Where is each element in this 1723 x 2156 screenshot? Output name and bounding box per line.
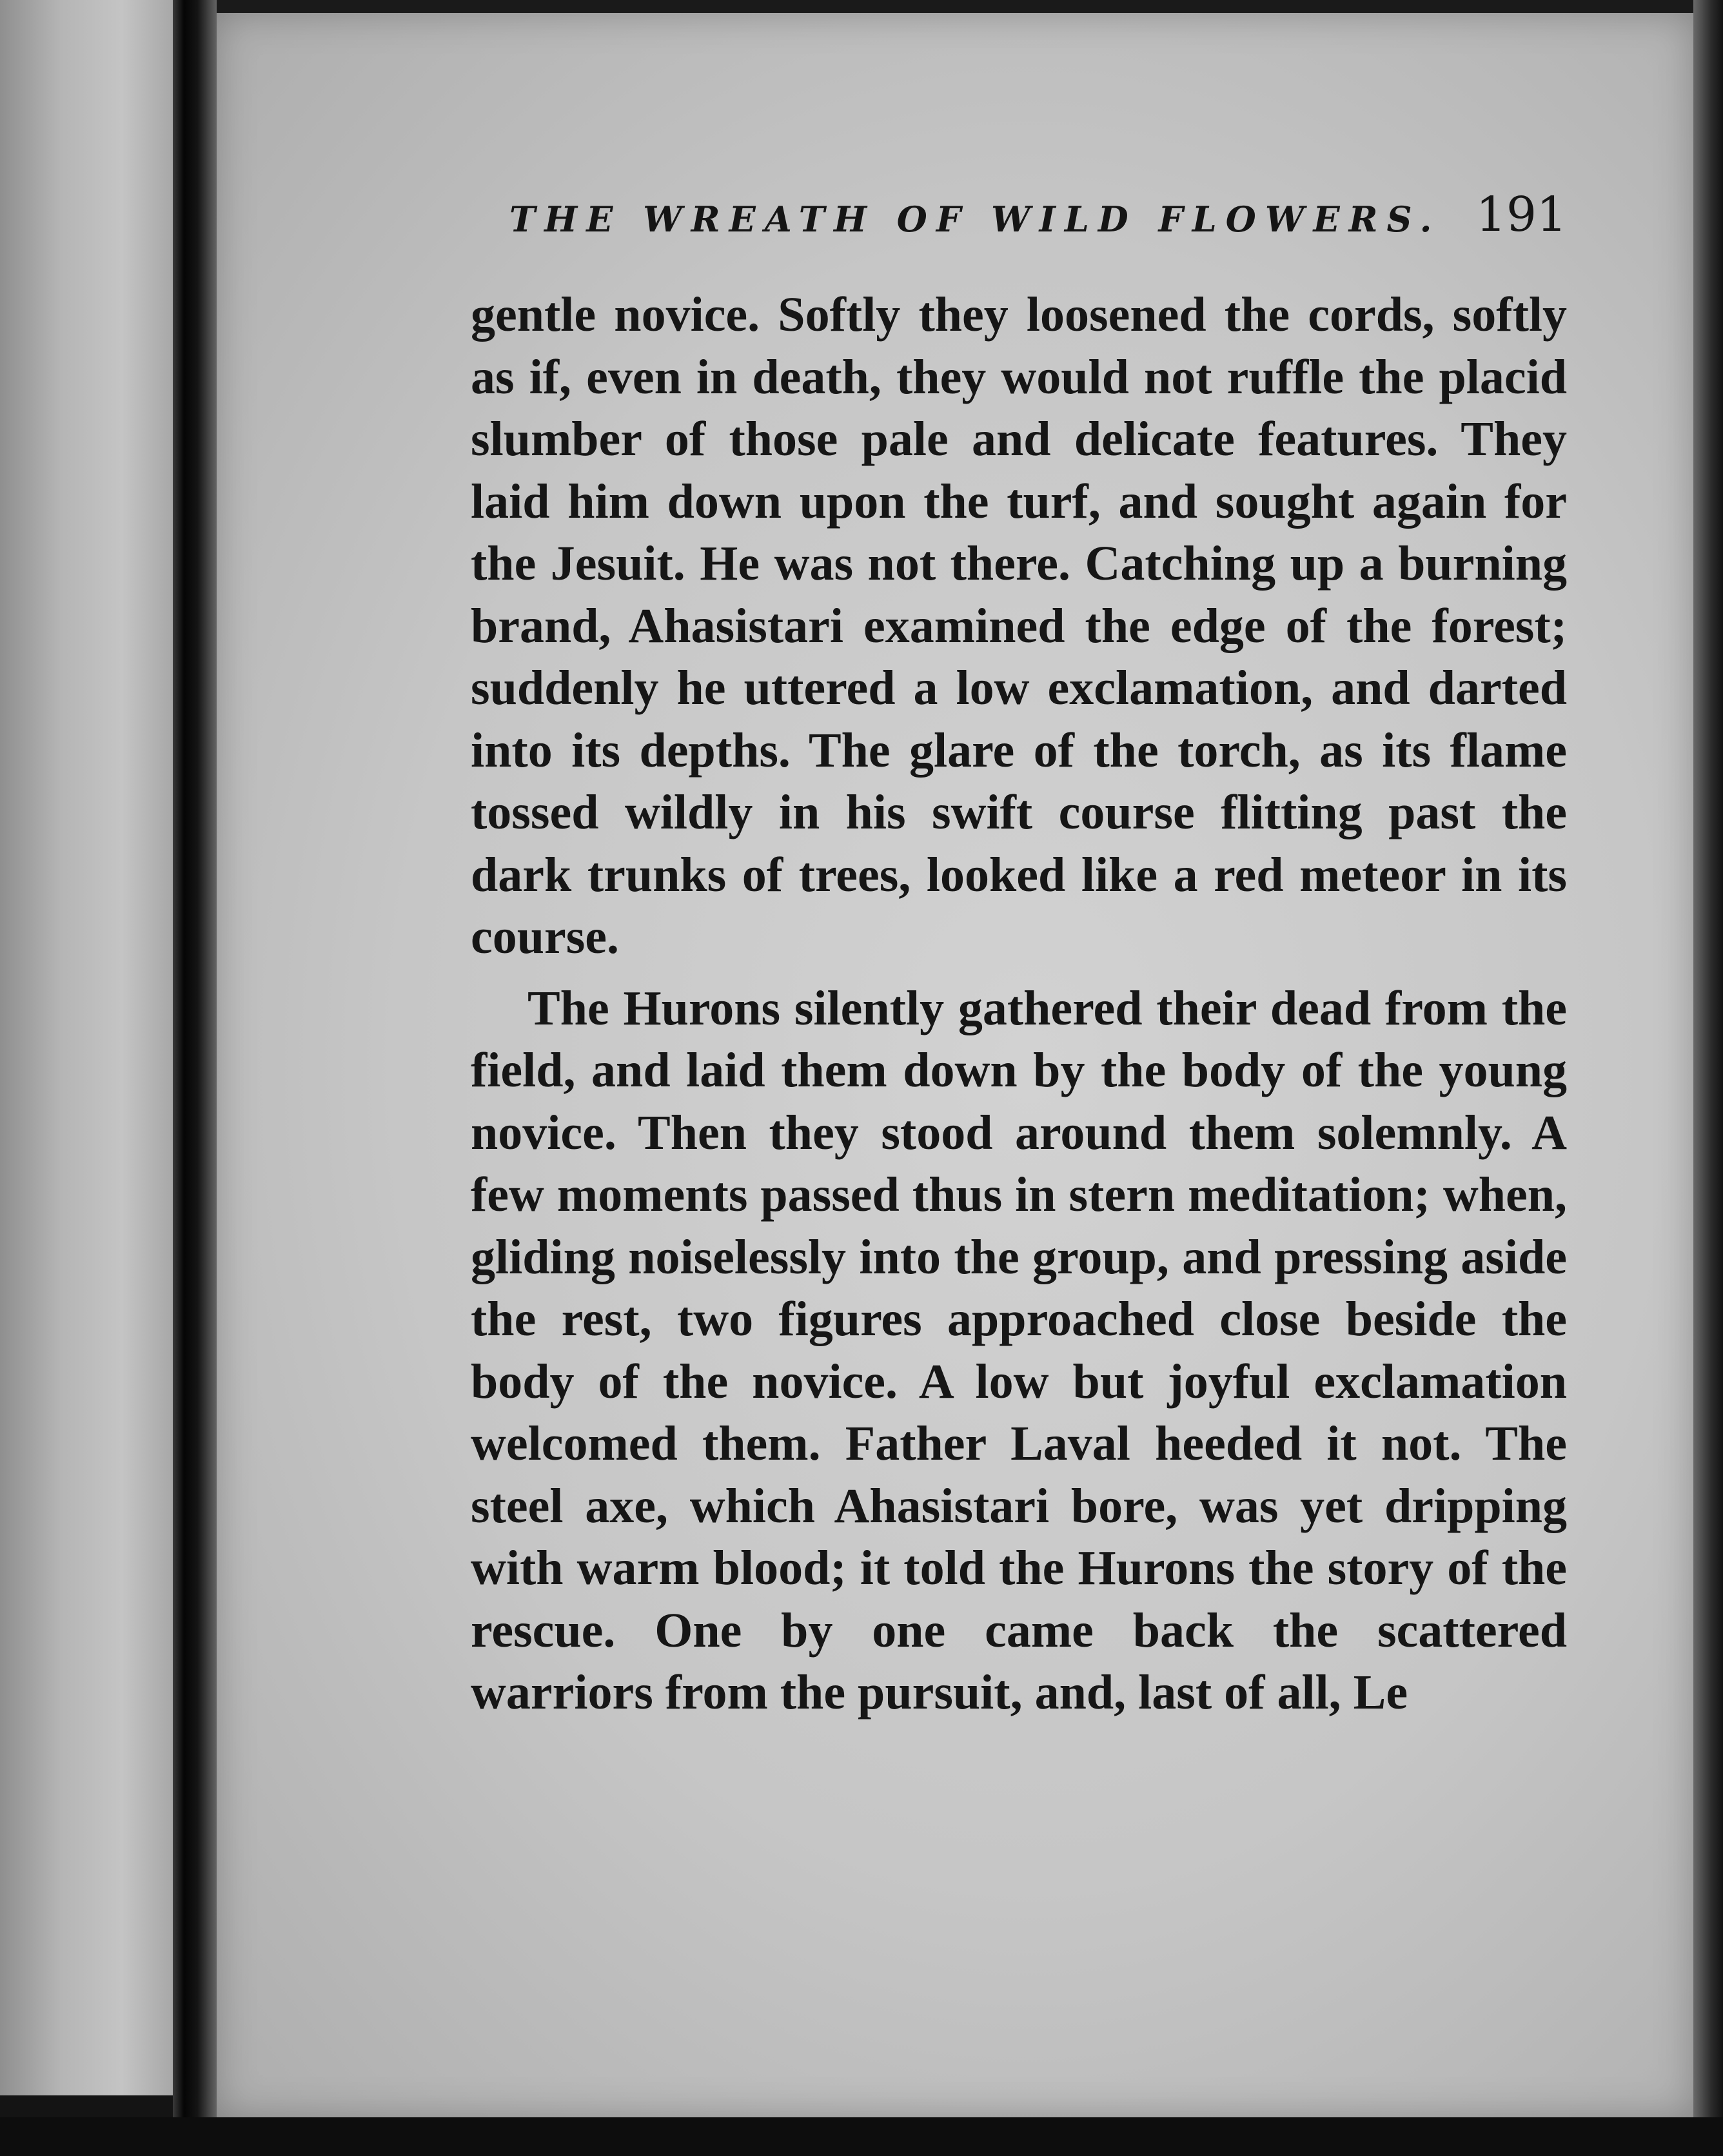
- body-text: [471, 284, 1567, 1724]
- book-gutter: [173, 0, 218, 2156]
- facing-page-edge: [0, 0, 174, 2095]
- page-number: 191: [1475, 187, 1567, 242]
- paragraph: The Hurons silently gathered their dead from the field, and laid them down by the body of the young novice. Then they stood around them solemnly. A few moments passed thus in stern meditation; when, gliding noiselessly into the group, and pressing aside the rest, two figures approached close beside the body of the novice. A low but joyful exclamation welcomed them. Father Laval heeded it not. The steel axe, which Ahasistari bore, was yet dripping with warm blood; it told the Hurons the story of the rescue. One by one came back the scattered warriors from the pursuit, and, last of all, Le: [471, 981, 1567, 1720]
- bottom-scan-border: [0, 2117, 1723, 2156]
- right-scan-border: [1693, 0, 1723, 2156]
- paragraph: gentle novice. Softly they loosened the cords, softly as if, even in death, they would not ruffle the placid slumber of those pale and delicate features. They laid him down upon the turf, and sought again for the Jesuit. He was not there. Catching up a burning brand, Ahasistari examined the edge of the forest; suddenly he uttered a low exclamation, and darted into its depths. The glare of the torch, as its flame tossed wildly in his swift course flitting past the dark trunks of trees, looked like a red meteor in its course.: [471, 288, 1567, 964]
- running-title: THE WREATH OF WILD FLOWERS.: [509, 199, 1441, 240]
- running-head: [509, 187, 1567, 258]
- top-scan-border: [217, 0, 1700, 14]
